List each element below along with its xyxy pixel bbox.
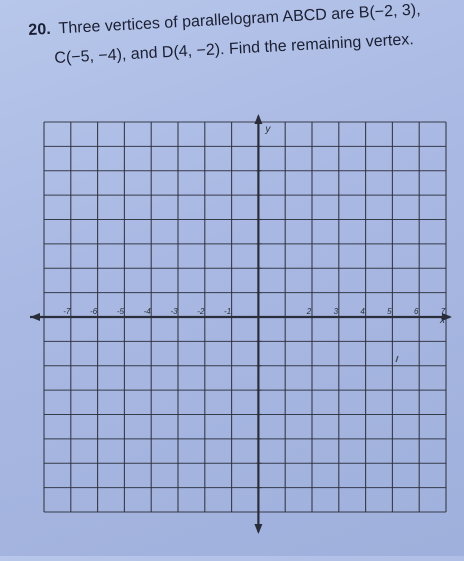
x-tick-label: -3	[170, 307, 178, 316]
x-tick-label: -1	[224, 307, 232, 316]
x-tick-label: -4	[143, 307, 151, 316]
tick-labels	[63, 124, 446, 488]
x-axis-arrow-left-icon	[30, 313, 40, 321]
x-tick-label: 5	[387, 307, 392, 316]
axes	[30, 114, 452, 534]
x-tick-label: -2	[197, 307, 205, 316]
problem-text-line-2: C(−5, −4), and D(4, −2). Find the remaining vertex.	[54, 31, 415, 67]
x-tick-label: -6	[90, 307, 98, 316]
problem-number: 20.	[28, 20, 52, 39]
x-tick-label: -5	[116, 307, 124, 316]
x-tick-label: 7	[440, 307, 446, 316]
pencil-stroke	[396, 356, 398, 362]
y-axis-arrow-down-icon	[254, 524, 262, 534]
x-tick-label: -7	[63, 307, 71, 316]
pencil-marks	[396, 356, 398, 362]
problem-text-line-1: Three vertices of parallelogram ABCD are B(−2, 3),	[58, 1, 421, 38]
x-tick-label: 2	[306, 307, 312, 316]
y-axis-arrow-up-icon	[254, 114, 262, 124]
x-axis-label: x	[440, 315, 445, 326]
y-axis-label: y	[265, 124, 271, 135]
x-tick-label: 4	[360, 307, 365, 316]
x-tick-label: 3	[333, 307, 339, 316]
x-tick-label: 6	[413, 307, 419, 316]
